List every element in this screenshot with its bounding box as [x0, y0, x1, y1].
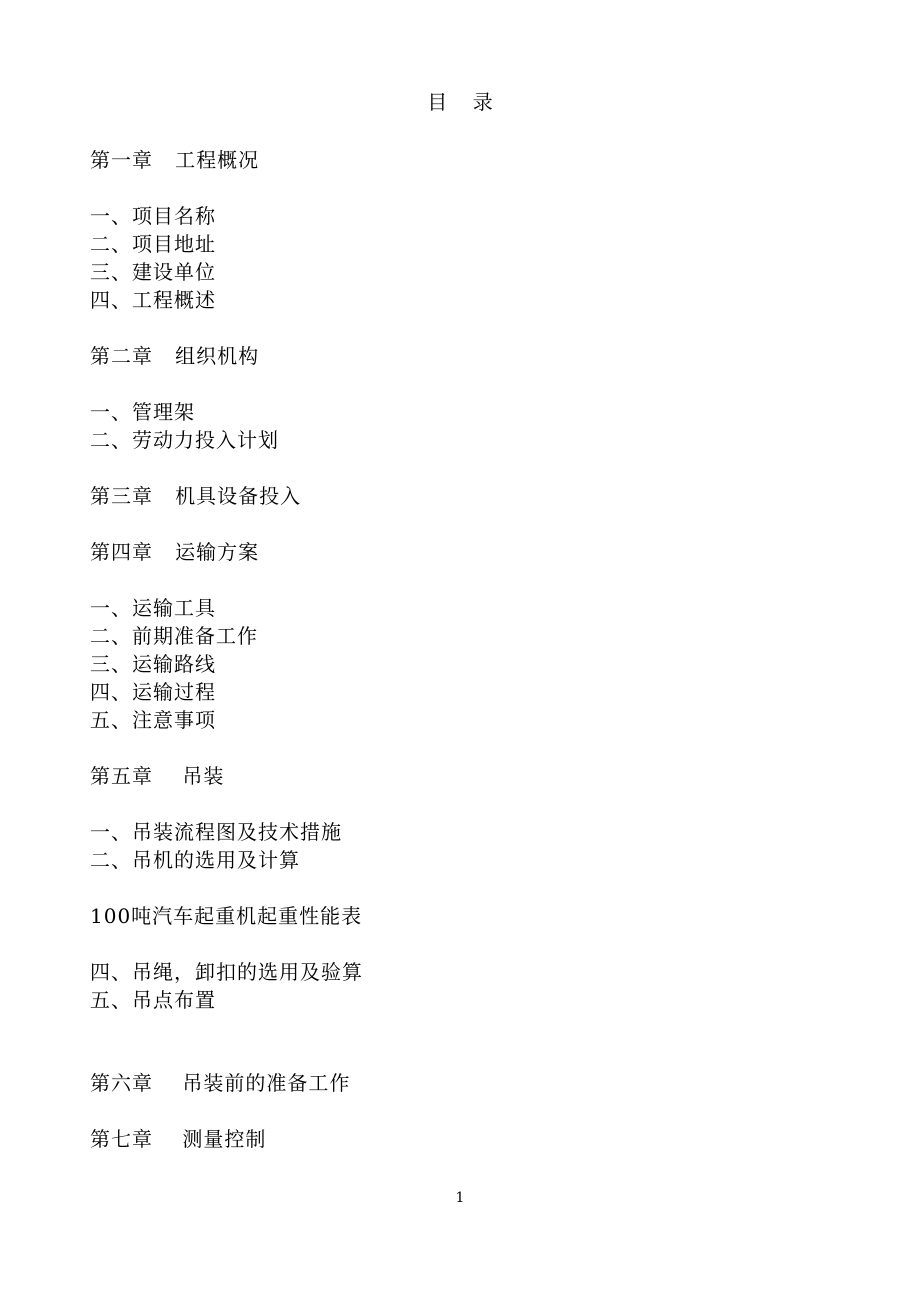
toc-chapter-7[interactable]: 第七章 测量控制 — [90, 1127, 267, 1151]
toc-item[interactable]: 四、工程概述 — [90, 288, 216, 312]
toc-item[interactable]: 二、吊机的选用及计算 — [90, 848, 300, 872]
toc-chapter-6[interactable]: 第六章 吊装前的准备工作 — [90, 1071, 351, 1095]
toc-item[interactable]: 四、运输过程 — [90, 680, 216, 704]
toc-item[interactable]: 二、项目地址 — [90, 232, 216, 256]
toc-item[interactable]: 一、运输工具 — [90, 596, 216, 620]
toc-item[interactable]: 三、运输路线 — [90, 652, 216, 676]
page-title: 目 录 — [427, 90, 493, 114]
toc-chapter-2[interactable]: 第二章 组织机构 — [90, 344, 260, 368]
toc-item[interactable]: 二、前期准备工作 — [90, 624, 258, 648]
toc-chapter-3[interactable]: 第三章 机具设备投入 — [90, 484, 302, 508]
toc-item[interactable]: 五、吊点布置 — [90, 988, 216, 1012]
toc-chapter-5[interactable]: 第五章 吊装 — [90, 764, 225, 788]
toc-item[interactable]: 二、劳动力投入计划 — [90, 428, 279, 452]
toc-item[interactable]: 一、吊装流程图及技术措施 — [90, 820, 342, 844]
toc-chapter-4[interactable]: 第四章 运输方案 — [90, 540, 260, 564]
page-number: 1 — [455, 1190, 465, 1206]
toc-item[interactable]: 一、项目名称 — [90, 204, 216, 228]
toc-item[interactable]: 四、吊绳，卸扣的选用及验算 — [90, 960, 363, 984]
toc-chapter-1[interactable]: 第一章 工程概况 — [90, 148, 260, 172]
toc-item[interactable]: 三、建设单位 — [90, 260, 216, 284]
toc-item[interactable]: 一、管理架 — [90, 400, 195, 424]
toc-item[interactable]: 100吨汽车起重机起重性能表 — [90, 904, 363, 928]
toc-item[interactable]: 五、注意事项 — [90, 708, 216, 732]
